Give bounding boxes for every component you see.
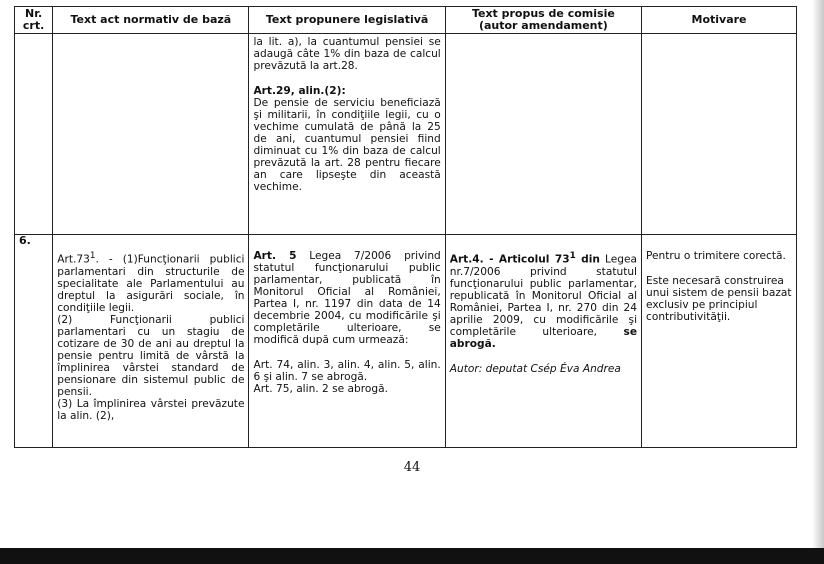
cell-comisie-empty — [445, 34, 641, 235]
page-edge-shadow — [812, 0, 824, 548]
cell-motivare-empty — [642, 34, 797, 235]
motivare-paragraph-1: Pentru o trimitere corectă. — [646, 250, 786, 262]
cell-baza-empty — [53, 34, 249, 235]
cell-baza-text — [53, 235, 249, 448]
cell-motivare-text — [642, 235, 797, 448]
header-text-comisie-line1: Text propus de comisie — [471, 7, 615, 20]
row-number: 6. — [15, 235, 53, 448]
propunere-article-title: Art.29, alin.(2): — [253, 85, 346, 97]
table-row-continuation — [15, 34, 797, 235]
header-text-comisie — [445, 7, 641, 34]
propunere-art75-paragraph: Art. 75, alin. 2 se abrogă. — [253, 383, 388, 395]
propunere-paragraph-1: la lit. a), la cuantumul pensiei se adaugă câte 1% din baza de calcul prevăzută la art.28. — [253, 36, 441, 72]
baza-paragraph-1: $Art.73^1$. - (1)Funcţionarii publici parlamentari din structurile de specialitate ale Parlamentului au dreptul la asigurări sociale, în condiţiile legii. — [57, 251, 245, 314]
amendments-table — [14, 6, 797, 448]
table-header-row — [15, 7, 797, 34]
header-text-comisie-line2: (autor amendament) — [478, 19, 608, 32]
propunere-art74-paragraph: Art. 74, alin. 3, alin. 4, alin. 5, alin. 6 şi alin. 7 se abrogă. — [253, 359, 441, 383]
cell-comisie-text — [445, 235, 641, 448]
comisie-paragraph: Art.4. - Articolul $73^1$ din Legea nr.7/2006 privind statutul funcţionarului public parlamentar, republicată în Monitorul Oficial al României, Partea I, nr. 270 din 24 aprilie 2009, cu modificările şi completările ulterioare, se abrogă. — [449, 251, 638, 350]
cell-nr-empty — [15, 34, 53, 235]
page-number: 44 — [403, 460, 421, 475]
cell-propunere-text — [249, 235, 445, 448]
baza-paragraph-2: (2) Funcţionarii publici parlamentari cu un stagiu de cotizare de 30 de ani au dreptul la pensie pentru limită de vârstă la împlinirea vârstei standard de pensionare din sistemul public de pensii. — [57, 313, 245, 398]
baza-paragraph-3: (3) La împlinirea vârstei prevăzute la alin. (2), — [57, 397, 245, 422]
motivare-paragraph-2: Este necesară construirea unui sistem de pensii bazat exclusiv pe principiul contributivităţii. — [646, 275, 792, 323]
header-motivare: Motivare — [642, 7, 797, 34]
comisie-author: Autor: deputat Csép Éva Andrea — [449, 362, 621, 375]
header-nr: Nr. crt. — [15, 7, 53, 34]
table-row-6 — [15, 235, 797, 448]
propunere-art5-paragraph: Art. 5 Legea 7/2006 privind statutul funcţionarului public parlamentar, publicată în Monitorul Oficial al României, Partea I, nr. 1197 din data de 14 decembrie 2004, cu modificările şi completările ulterioare, se modifică după cum urmează: — [253, 250, 441, 346]
propunere-paragraph-2: De pensie de serviciu beneficiază şi militarii, în condiţiile legii, cu o vechime cumulată de până la 25 de ani, cuantumul pensiei fiind diminuat cu 1% din baza de calcul prevăzută la art. 28 pentru fiecare an care lipseşte din această vechime. — [253, 97, 441, 193]
header-text-propunere: Text propunere legislativă — [249, 7, 445, 34]
bottom-bar — [0, 548, 824, 564]
header-text-baza: Text act normativ de bază — [53, 7, 249, 34]
cell-propunere-continuation — [249, 34, 445, 235]
